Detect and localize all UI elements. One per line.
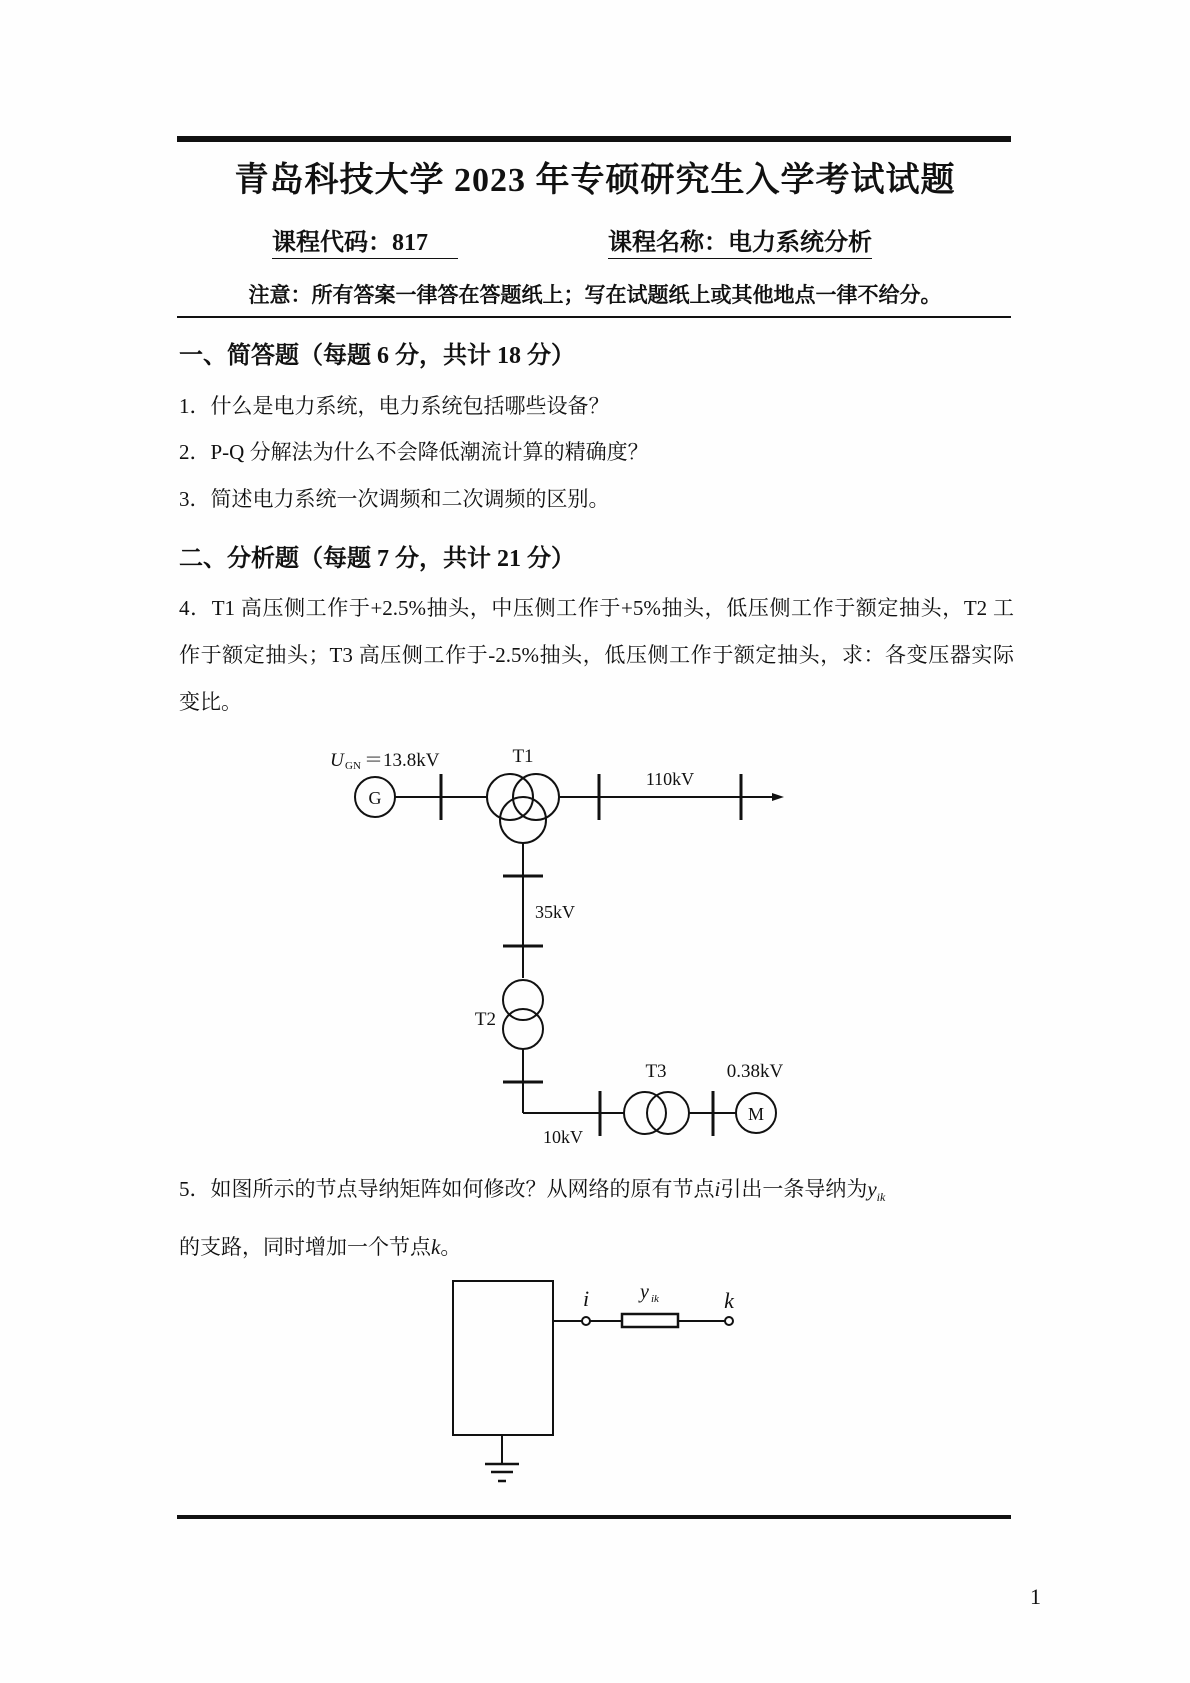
admittance-element — [622, 1314, 678, 1327]
course-code-value: 817 — [392, 230, 428, 256]
course-name-label: 课程名称： — [608, 230, 728, 256]
question-2: 2．P-Q 分解法为什么不会降低潮流计算的精确度？ — [179, 440, 649, 464]
question-3: 3．简述电力系统一次调频和二次调频的区别。 — [179, 487, 610, 511]
course-name-value: 电力系统分析 — [728, 230, 872, 256]
q5-text: 。 — [440, 1235, 462, 1259]
question-4: 4．T1 高压侧工作于+2.5%抽头，中压侧工作于+5%抽头，低压侧工作于额定抽头，T2 工作于额定抽头；T3 高压侧工作于-2.5%抽头，低压侧工作于额定抽头，求：各变压器实际变比。 — [179, 596, 1014, 714]
question-1: 1．什么是电力系统，电力系统包括哪些设备？ — [179, 394, 610, 418]
motor-label: M — [747, 1104, 765, 1124]
section-1-title: 一、简答题（每题 6 分，共计 18 分） — [179, 343, 575, 369]
page-number: 1 — [1030, 1584, 1041, 1609]
node-i-label: i — [582, 1286, 590, 1311]
35kv-label: 35kV — [535, 902, 575, 922]
110kv-label: 110kV — [645, 769, 695, 789]
q5-node-i: i — [714, 1177, 721, 1201]
10kv-label: 10kV — [543, 1127, 583, 1147]
exam-title: 青岛科技大学 2023 年专硕研究生入学考试试题 — [234, 162, 956, 199]
section-2-title: 二、分析题（每题 7 分，共计 21 分） — [179, 546, 575, 572]
t2-label: T2 — [474, 1009, 496, 1030]
exam-note: 注意：所有答案一律答在答题纸上；写在试题纸上或其他地点一律不给分。 — [248, 283, 942, 307]
node-k-terminal — [725, 1317, 733, 1325]
ugn-subscript: GN — [345, 760, 361, 772]
0.38kv-label: 0.38kV — [726, 1061, 784, 1082]
ugn-label: U — [330, 750, 344, 771]
t1-label: T1 — [512, 746, 534, 767]
admittance-subscript: ik — [651, 1293, 659, 1305]
network-box — [453, 1281, 553, 1435]
course-code-label: 课程代码： — [272, 230, 392, 256]
node-i-terminal — [582, 1317, 590, 1325]
node-k-label: k — [724, 1288, 734, 1313]
bottom-rule — [177, 1515, 1011, 1519]
generator-label: G — [368, 788, 382, 808]
t3-label: T3 — [645, 1061, 667, 1082]
q5-node-k: k — [431, 1235, 441, 1259]
admittance-label: y — [640, 1281, 649, 1303]
q5-text: 引出一条导纳为 — [720, 1177, 868, 1201]
q5-y: y — [867, 1177, 877, 1201]
q5-text: 的支路，同时增加一个节点 — [179, 1235, 431, 1259]
ugn-value: ＝13.8kV — [364, 750, 440, 771]
q5-y-subscript: ik — [876, 1190, 886, 1205]
q5-text: 5．如图所示的节点导纳矩阵如何修改？从网络的原有节点 — [179, 1177, 715, 1201]
